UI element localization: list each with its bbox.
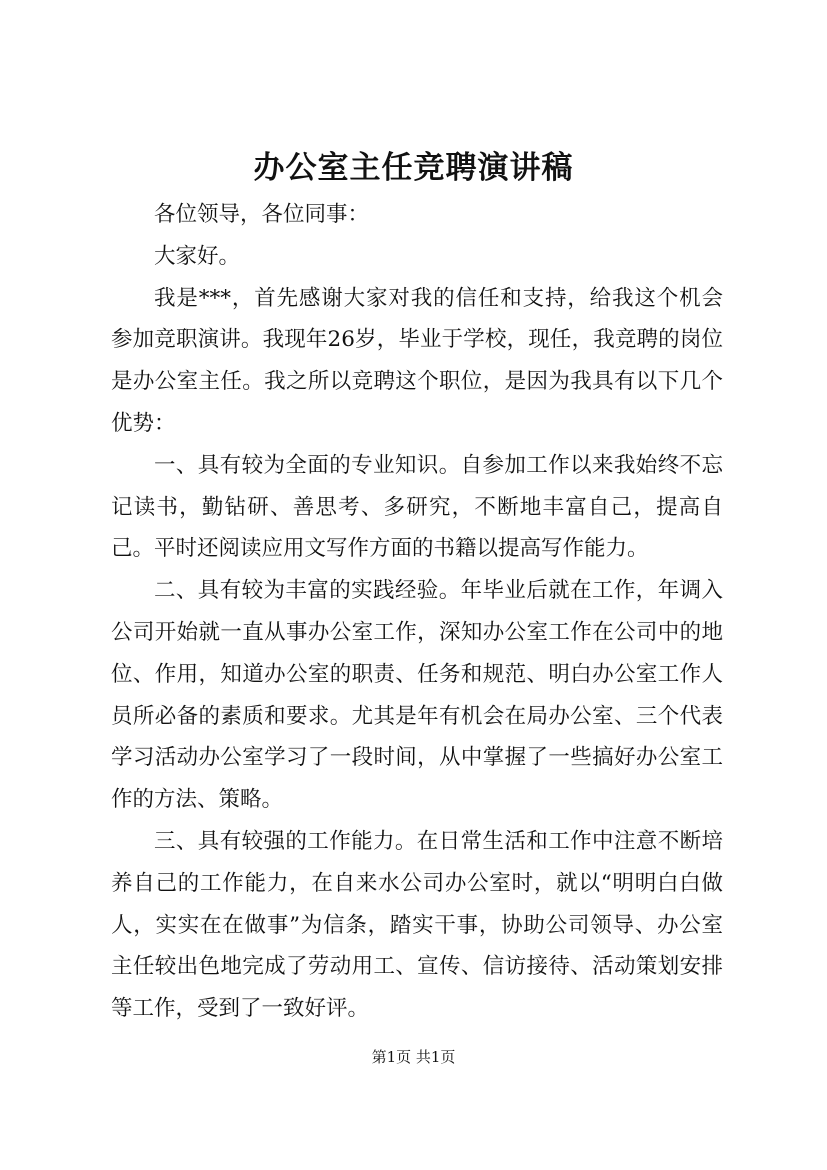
greeting-paragraph: 大家好。 <box>154 243 241 269</box>
page-number-footer: 第1页 共1页 <box>371 1048 456 1066</box>
advantage-one-paragraph: 一、具有较为全面的专业知识。自参加工作以来我始终不忘记读书，勤钻研、善思考、多研究，不断地丰富自己，提高自己。平时还阅读应用文写作方面的书籍以提高写作能力。 <box>111 452 723 562</box>
introduction-paragraph: 我是***，首先感谢大家对我的信任和支持，给我这个机会参加竞职演讲。我现年26岁，毕业于学校，现任，我竞聘的岗位是办公室主任。我之所以竞聘这个职位，是因为我具有以下几个优势： <box>111 285 723 436</box>
document-title: 办公室主任竞聘演讲稿 <box>253 150 574 186</box>
salutation-paragraph: 各位领导，各位同事： <box>154 202 370 227</box>
advantage-two-paragraph: 二、具有较为丰富的实践经验。年毕业后就在工作，年调入公司开始就一直从事办公室工作，深知办公室工作在公司中的地位、作用，知道办公室的职责、任务和规范、明白办公室工作人员所必备的素质和要求。尤其是年有机会在局办公室、三个代表学习活动办公室学习了一段时间，从中掌握了一些搞好办公室工作的方法、策略。 <box>111 578 723 813</box>
advantage-three-paragraph: 三、具有较强的工作能力。在日常生活和工作中注意不断培养自己的工作能力，在自来水公司办公室时，就以“明明白白做人，实实在在做事”为信条，踏实干事，协助公司领导、办公室主任较出色地完成了劳动用工、宣传、信访接待、活动策划安排等工作，受到了一致好评。 <box>111 828 723 1022</box>
document-body <box>111 194 723 1030</box>
